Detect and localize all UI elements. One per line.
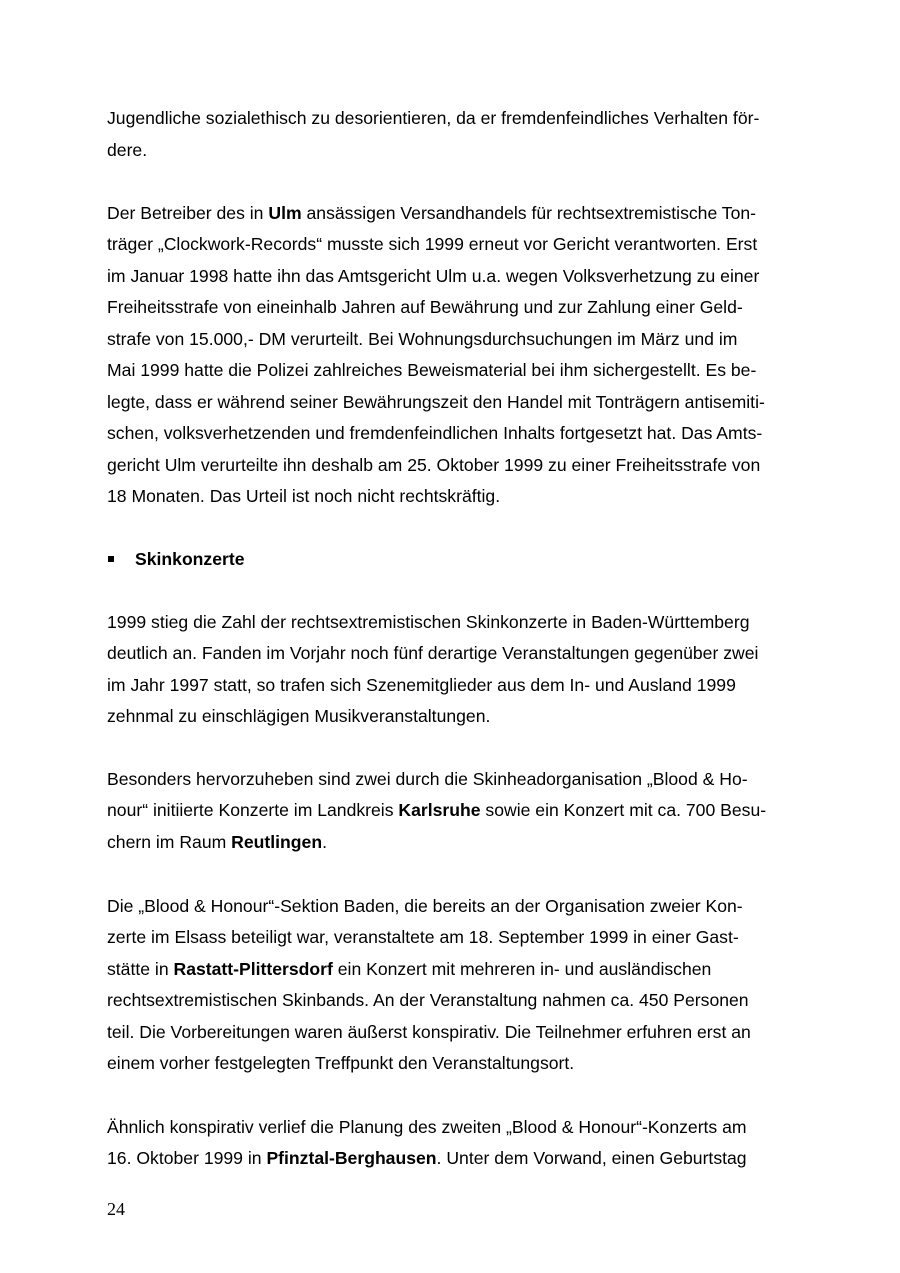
place-rastatt-plittersdorf: Rastatt-Plittersdorf [173,959,333,979]
paragraph-5-line-2: zerte im Elsass beteiligt war, veranstaltete am 18. September 1999 in einer Gast- [107,927,739,947]
paragraph-2-line-6: Mai 1999 hatte die Polizei zahlreiches Beweismaterial bei ihm sichergestellt. Es be- [107,360,757,380]
paragraph-5-line-1: Die „Blood & Honour“-Sektion Baden, die bereits an der Organisation zweier Kon- [107,896,743,916]
paragraph-5-line-3: stätte in Rastatt-Plittersdorf ein Konzert mit mehreren in- und ausländischen [107,959,712,979]
paragraph-2-line-3: im Januar 1998 hatte ihn das Amtsgericht Ulm u.a. wegen Volksverhetzung zu einer [107,266,760,286]
paragraph-2-line-5: strafe von 15.000,- DM verurteilt. Bei Wohnungsdurchsuchungen im März und im [107,329,738,349]
place-karlsruhe: Karlsruhe [398,800,481,820]
paragraph-1-line-1: Jugendliche sozialethisch zu desorientieren, da er fremdenfeindliches Verhalten för- [107,108,760,128]
place-reutlingen: Reutlingen [231,832,323,852]
paragraph-4-line-1: Besonders hervorzuheben sind zwei durch die Skinheadorganisation „Blood & Ho- [107,769,748,789]
paragraph-3-line-3: im Jahr 1997 statt, so trafen sich Szenemitglieder aus dem In- und Ausland 1999 [107,675,736,695]
place-pfinztal-berghausen: Pfinztal-Berghausen [266,1148,437,1168]
paragraph-3-line-1: 1999 stieg die Zahl der rechtsextremistischen Skinkonzerte in Baden-Württemberg [107,612,750,632]
place-ulm: Ulm [268,203,302,223]
paragraph-2-line-7: legte, dass er während seiner Bewährungszeit den Handel mit Tonträgern antisemiti- [107,392,765,412]
paragraph-2-line-9: gericht Ulm verurteilte ihn deshalb am 25. Oktober 1999 zu einer Freiheitsstrafe von [107,455,761,475]
paragraph-3-line-4: zehnmal zu einschlägigen Musikveranstaltungen. [107,706,491,726]
paragraph-4-line-2: nour“ initiierte Konzerte im Landkreis Karlsruhe sowie ein Konzert mit ca. 700 Besu- [107,800,767,820]
paragraph-5-line-6: einem vorher festgelegten Treffpunkt den Veranstaltungsort. [107,1053,575,1073]
paragraph-2-line-1: Der Betreiber des in Ulm ansässigen Versandhandels für rechtsextremistische Ton- [107,203,757,223]
paragraph-5-line-4: rechtsextremistischen Skinbands. An der Veranstaltung nahmen ca. 450 Personen [107,990,749,1010]
paragraph-4-line-3: chern im Raum Reutlingen. [107,832,327,852]
paragraph-1-line-2: dere. [107,140,148,160]
page-number: 24 [107,1199,125,1219]
paragraph-2-line-8: schen, volksverhetzenden und fremdenfeindlichen Inhalts fortgesetzt hat. Das Amts- [107,423,763,443]
square-bullet-icon [108,556,114,562]
paragraph-2-line-2: träger „Clockwork-Records“ musste sich 1999 erneut vor Gericht verantworten. Erst [107,234,758,254]
section-heading: Skinkonzerte [135,549,245,569]
paragraph-6-line-2: 16. Oktober 1999 in Pfinztal-Berghausen. Unter dem Vorwand, einen Geburtstag [107,1148,747,1168]
paragraph-3-line-2: deutlich an. Fanden im Vorjahr noch fünf derartige Veranstaltungen gegenüber zwei [107,643,759,663]
paragraph-6-line-1: Ähnlich konspirativ verlief die Planung des zweiten „Blood & Honour“-Konzerts am [107,1117,747,1137]
paragraph-2-line-4: Freiheitsstrafe von eineinhalb Jahren auf Bewährung und zur Zahlung einer Geld- [107,297,743,317]
paragraph-2-line-10: 18 Monaten. Das Urteil ist noch nicht rechtskräftig. [107,486,501,506]
paragraph-5-line-5: teil. Die Vorbereitungen waren äußerst konspirativ. Die Teilnehmer erfuhren erst an [107,1022,751,1042]
